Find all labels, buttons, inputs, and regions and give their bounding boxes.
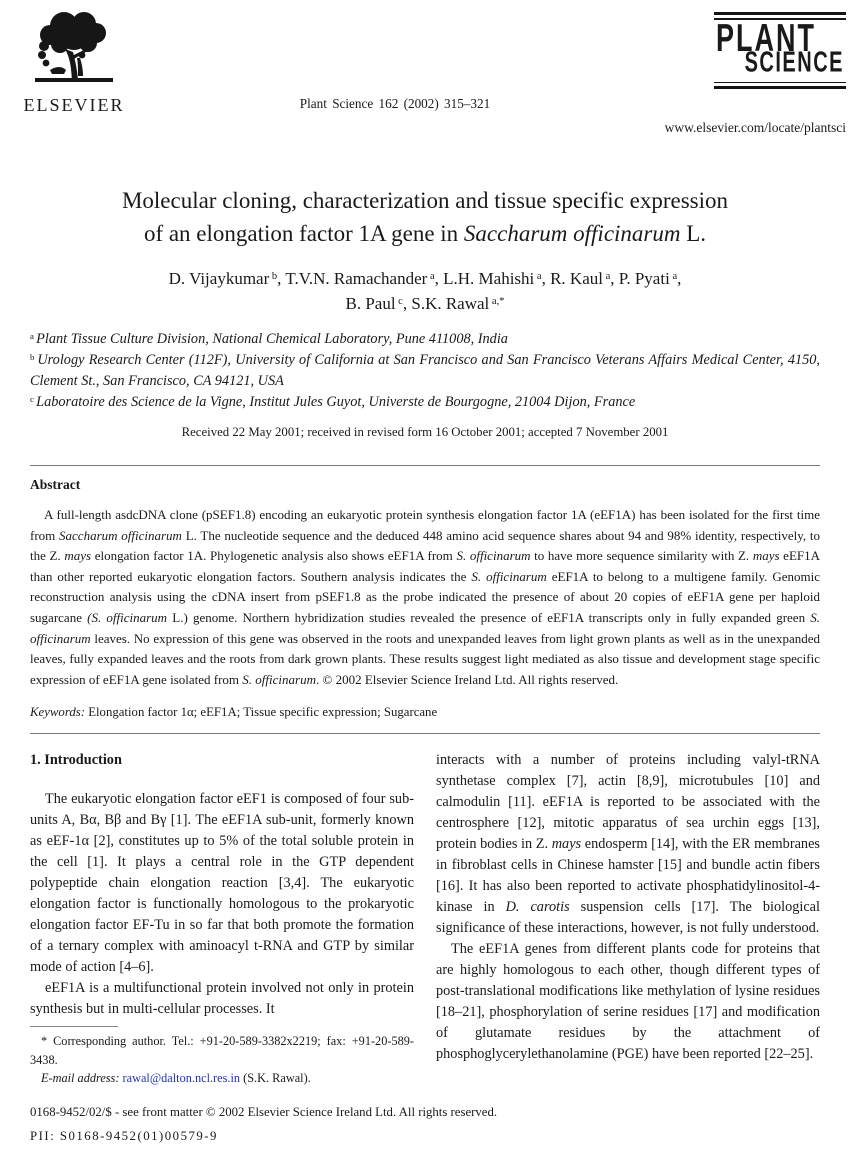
text-run: mays (64, 548, 92, 564)
text-run: Plant Tissue Culture Division, National Chemical Laboratory, Pune 411008, India (36, 331, 508, 347)
text-run: a (534, 270, 542, 282)
paper-title-line1 (30, 184, 820, 217)
journal-citation: Plant Science 162 (2002) 315–321 (299, 96, 491, 111)
elsevier-tree-icon (22, 8, 126, 88)
text-run: , (677, 269, 682, 288)
introduction-text-right (436, 750, 820, 1065)
author-line2 (30, 291, 820, 316)
text-run: a (602, 270, 611, 282)
text-run: Elongation factor 1α; eEF1A; Tissue specific expression; Sugarcane (88, 705, 438, 720)
introduction-text-left (30, 789, 414, 1020)
paragraph (30, 978, 414, 1020)
text-run: * Corresponding author. Tel.: +91-20-589-3382x2219; fax: +91-20-589-3438. (30, 1034, 414, 1067)
section-heading-introduction: 1. Introduction (30, 752, 122, 769)
paragraph (436, 939, 820, 1065)
text-run: (S. officinarum (87, 609, 168, 625)
text-run: S. officinarum (471, 568, 547, 584)
text-run: (S.K. Rawal). (240, 1071, 311, 1086)
text-run: to have more sequence similarity with Z. (530, 548, 753, 564)
paper-title-line2 (30, 217, 820, 250)
article-body (30, 750, 820, 1088)
left-column (30, 750, 414, 1088)
text-run: b (30, 351, 38, 362)
text-run: L. (680, 221, 707, 246)
keywords-bottom-rule (30, 733, 820, 734)
plant-science-logo (714, 12, 846, 89)
issn-copyright-line: 0168-9452/02/$ - see front matter © 2002 Elsevier Science Ireland Ltd. All rights reserved. (30, 1105, 498, 1119)
text-run: Saccharum officinarum (59, 527, 182, 543)
text-run: S. officinarum (242, 671, 316, 687)
logo-rule-bottom-thin (714, 82, 846, 84)
text-run: elongation factor 1A. Phylogenetic analysis also shows eEF1A from (91, 548, 457, 564)
abstract-text (30, 505, 820, 690)
text-run: a (427, 270, 435, 282)
text-run: suspension cells [17]. The biological significance of these interactions, however, is not fully understood. (436, 899, 820, 937)
corresponding-author-footnote (30, 1020, 414, 1088)
pii-line: PII: S0168-9452(01)00579-9 (30, 1129, 218, 1143)
text-run: a (669, 270, 678, 282)
logo-rule-bottom-thick (714, 86, 846, 89)
text-run: c (30, 393, 37, 404)
paragraph (30, 350, 820, 392)
text-run: , P. Pyati (610, 269, 670, 288)
journal-url: www.elsevier.com/locate/plantsci (664, 120, 846, 135)
text-run: Molecular cloning, characterization and tissue specific expression (121, 188, 729, 213)
front-matter (0, 184, 850, 1088)
text-run: leaves. No expression of this gene was observed in the roots and unexpanded leaves from light grown plants as well as in the unexpanded leaves, fully expanded leaves and the roots from dark grown plants. These results suggest light mediated as also tissue and development stage specific expression of eEF1A gene isolated from (30, 630, 820, 687)
plant-science-wordmark (714, 15, 846, 82)
text-run: a (30, 330, 37, 341)
text-run: , L.H. Mahishi (434, 269, 535, 288)
paragraph (30, 789, 414, 978)
text-run: L. The nucleotide sequence and the deduced 448 amino acid sequence shares about 94 and 98% identity, respectively, to the Z. (30, 527, 820, 564)
paper-title (30, 184, 820, 250)
received-dates: Received 22 May 2001; received in revised form 16 October 2001; accepted 7 November 2001 (181, 425, 669, 439)
affiliations (30, 329, 820, 413)
footnote-rule (30, 1026, 118, 1027)
text-run: a,* (489, 295, 505, 307)
email-link[interactable]: rawal@dalton.ncl.res.in (122, 1071, 241, 1086)
paragraph (30, 1069, 414, 1088)
paragraph (30, 392, 820, 413)
text-run: mays (551, 836, 582, 853)
text-run: endosperm [14], with the ER membranes in fibroblast cells in Chinese hamster [15] and bundle actin fibers [16]. It has also been reported to activate phosphatidylinositol-4-kinase in (436, 836, 820, 916)
footnote-text (30, 1032, 414, 1088)
text-run: D. carotis (505, 899, 570, 916)
text-run: eEF1A is a multifunctional protein involved not only in protein synthesis but in multi-cellular processes. It (30, 980, 414, 1018)
text-run: c (395, 295, 403, 307)
keywords-line (30, 705, 820, 720)
text-run: , T.V.N. Ramachander (277, 269, 428, 288)
text-run: b (269, 270, 278, 282)
author-list (30, 266, 820, 316)
abstract-heading: Abstract (30, 477, 81, 492)
page-header (0, 0, 850, 150)
text-run: , R. Kaul (541, 269, 603, 288)
elsevier-wordmark: ELSEVIER (23, 95, 125, 115)
paragraph (436, 750, 820, 939)
abstract-top-rule (30, 465, 820, 466)
paragraph (30, 329, 820, 350)
text-run: A full-length asdcDNA clone (pSEF1.8) encoding an eukaryotic protein synthesis elongation factor 1A (eEF1A) has been isolated for the first time from (30, 507, 820, 543)
text-run: L.) genome. Northern hybridization studies revealed the presence of eEF1A transcripts only in fully expanded green (167, 609, 811, 625)
text-run: B. Paul (345, 294, 396, 313)
right-column (436, 750, 820, 1088)
text-run: of an elongation factor 1A gene in (143, 221, 464, 246)
logo-rule-top-thick (714, 12, 846, 15)
text-run: D. Vijaykumar (168, 269, 270, 288)
text-run: mays (752, 548, 780, 564)
text-run: interacts with a number of proteins including valyl-tRNA synthetase complex [7], actin [8,9], microtubules [10] and calmodulin [11]. eEF1A is reported to be associated with the centrosphere [12], mitotic apparatus of sea urchin eggs [13], protein bodies in Z. (436, 752, 820, 853)
paragraph (30, 1032, 414, 1069)
text-run: Urology Research Center (112F), University of California at San Francisco and San Francisco Veterans Affairs Medical Center, 4150, Clement St., San Francisco, CA 94121, USA (30, 352, 820, 389)
text-run: eEF1A than other reported eukaryotic elongation factors. Southern analysis indicates the (30, 548, 821, 584)
page-footer (30, 1100, 820, 1148)
text-run: Saccharum officinarum (463, 221, 681, 246)
logo-word-plant: PLANT (716, 15, 816, 60)
text-run: eEF1A to belong to a multigene family. Genomic reconstruction analysis using the cDNA insert from pSEF1.8 as the probe indicated the presence of about 20 copies of eEF1A gene per haploid sugarcane (30, 568, 820, 625)
text-run: E-mail address: (41, 1071, 123, 1086)
text-run: S. officinarum (30, 609, 821, 646)
text-run: The eukaryotic elongation factor eEF1 is composed of four sub-units A, Bα, Bβ and Bγ [1]. The eEF1A sub-unit, formerly known as eEF-1α [2], constitutes up to 5% of the total soluble protein in the cell [1]. It plays a central role in the GTP dependent polypeptide chain elongation reaction [3,4]. The eukaryotic elongation factor is functionally homologous to the prokaryotic elongation factor EF-Tu in so far that both promote the formation of a ternary complex with aminoacyl t-RNA and GTP by similar mode of action [4–6]. (30, 791, 414, 976)
text-run: The eEF1A genes from different plants code for proteins that are highly homologous to each other, though different types of post-translational modifications like methylation of lysine residues [18–21], phosphorylation of serine residues [17] and modification of glutamate residues by the attachment of phosphoglycerylethanolamine (PGE) have been reported [22–25]. (436, 941, 820, 1063)
text-run: S. officinarum (456, 548, 531, 564)
text-run: , S.K. Rawal (402, 294, 490, 313)
logo-word-science: SCIENCE (744, 46, 844, 79)
text-run: . © 2002 Elsevier Science Ireland Ltd. All rights reserved. (315, 671, 619, 687)
text-run: Laboratoire des Science de la Vigne, Institut Jules Guyot, Universte de Bourgogne, 21004 Dijon, France (36, 394, 636, 410)
author-line1 (30, 266, 820, 291)
text-run: Keywords: (30, 705, 89, 720)
